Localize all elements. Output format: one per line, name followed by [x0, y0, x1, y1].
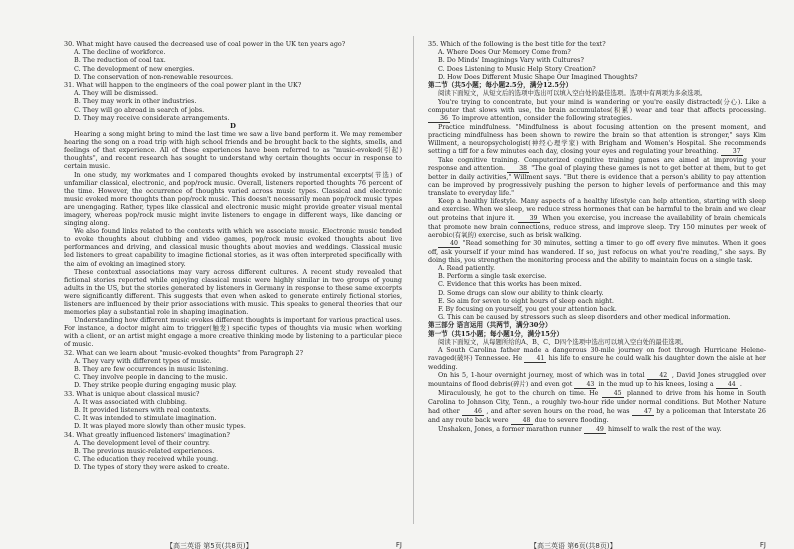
option-a[interactable]: A. Where Does Our Memory Come from? — [438, 48, 571, 57]
page-6 — [418, 0, 776, 549]
blank-46[interactable]: 46 — [462, 408, 484, 416]
option-d[interactable]: D. How Does Different Music Shape Our Imagined Thoughts? — [438, 72, 638, 81]
option-g[interactable]: G. This can be caused by stressors such as sleep disorders and other medical information. — [438, 313, 731, 322]
passage-letter: D — [230, 122, 236, 131]
page-number-label: 【高三英语 第6页(共8页)】 — [530, 542, 617, 549]
passage2-paragraph-5: 40 "Read something for 30 minutes, setting a timer to go off every five minutes. When it goes off, ask yourself if your mind has wandered. If so, just refocus on what you're reading," she says. By doing this, you strengthen the monitoring process and the ability to maintain focus on a single task. — [428, 238, 766, 264]
passage-paragraph-4: These contextual associations may vary across different cultures. A recent study revealed that fictional stories reported while enjoying classical music were highly similar in two groups of young adults in the US, but the stories generated by listeners in Germany in response to these same excerpts were significantly different. This suggests that even when asked to generate entirely fictional stories, listeners are influenced by their prior associations with music. This speaks to general theories that our memories play a substantial role in shaping imagination. — [64, 267, 402, 317]
blank-39[interactable]: 39 — [518, 215, 540, 223]
option-c[interactable]: C. The education they received while young. — [74, 455, 219, 464]
option-b[interactable]: B. It provided listeners with real contexts. — [74, 405, 211, 414]
question-31 — [64, 81, 402, 122]
option-d[interactable]: D. The types of story they were asked to create. — [74, 463, 230, 472]
cloze-passage — [428, 346, 766, 433]
cloze-paragraph-1: A South Carolina father made a dangerous 30-mile journey on foot through Hurricane Helene-ravaged(破坏) Tennessee. He 41 his life to ensure he could walk his daughter down the aisle at her wedding. — [428, 346, 766, 372]
paper-code: FJ — [759, 541, 766, 549]
section-2-heading: 第二节（共5小题；每小题2.5分，满分12.5分） — [428, 81, 573, 90]
option-a[interactable]: A. They vary with different types of music. — [74, 356, 212, 365]
option-d[interactable]: D. Some drugs can slow our ability to think clearly. — [438, 288, 604, 297]
question-stem: 31. What will happen to the engineers of the coal power plant in the UK? — [64, 81, 302, 90]
blank-42[interactable]: 42 — [647, 372, 669, 380]
question-32 — [64, 349, 402, 390]
passage-d — [64, 130, 402, 349]
passage2-paragraph-4: Keep a healthy lifestyle. Many aspects of a healthy lifestyle can help attention, starting with sleep and exercise. When we sleep, we reduce stress hormones that can be harmful to the brain and we clear out proteins that injure it. 39 When you exercise, you increase the availability of brain chemicals that promote new brain connections, reduce stress, and improve sleep. Try 150 minutes per week of aerobic(有氧的) exercise, such as brisk walking. — [428, 197, 766, 239]
passage-paragraph-3: We also found links related to the contexts with which we associate music. Electronic music tended to evoke thoughts about clubbing and video games, pop/rock music evoked thoughts about live performances and driving, and classical music thoughts about movies and weddings. Classical music led listeners to great capability to imagine fictional stories, as it was often interpreted specifically with the aim of evoking an imagined story. — [64, 227, 402, 268]
cloze-paragraph-4: Unshaken, Jones, a former marathon runner 49 himself to walk the rest of the way. — [438, 424, 722, 433]
part-3-instructions: 阅读下面短文，从每题所给的A、B、C、D四个选项中选出可以填入空白处的最佳选项。 — [438, 338, 688, 347]
blank-40[interactable]: 40 — [438, 240, 460, 248]
passage2-paragraph-2: Practice mindfulness. "Mindfulness is about focusing attention on the present moment, and practicing mindfulness has been shown to rewire the brain so that attention is stronger," says Kim Willment, a neuropsychologist(神经心理学家) with Brigham and Women's Hospital. She recommends setting a tiff for a few minutes each day, closing your eyes and regulating your breathing. 37 — [428, 122, 766, 155]
option-b[interactable]: B. The previous music-related experiences. — [74, 447, 215, 455]
option-c[interactable]: C. They involve people in dancing to the music. — [74, 373, 228, 382]
blank-44[interactable]: 44 — [716, 381, 738, 389]
option-a[interactable]: A. They will be dismissed. — [74, 89, 158, 98]
page-5 — [54, 0, 412, 549]
blank-36[interactable]: 36 — [428, 115, 450, 123]
option-b[interactable]: B. Perform a single task exercise. — [438, 272, 547, 281]
option-a[interactable]: A. The decline of workforce. — [74, 48, 166, 57]
question-stem: 33. What is unique about classical music? — [64, 389, 200, 398]
passage-paragraph-1: Hearing a song might bring to mind the last time we saw a live band perform it. We may remember hearing the song on a road trip with high school friends and be brought back to the sights, smells, and feelings of that experience. All of these experiences have been referred to as "music-evoked(引起) thoughts", and recent research has sought to understand why certain thoughts occur in response to certain music. — [64, 130, 402, 171]
option-a[interactable]: A. The development level of their country. — [74, 438, 210, 447]
option-a[interactable]: A. It was associated with clubbing. — [74, 397, 187, 406]
cloze-paragraph-2: On his 5, 1-hour overnight journey, most of which was in total 42 , David Jones struggled over mountains of flood debris(碎片) and even got 43 in the mud up to his knees, losing a 44 . — [428, 371, 766, 389]
question-stem: 32. What can we learn about "music-evoked thoughts" from Paragraph 2? — [64, 348, 304, 357]
page-divider — [413, 36, 414, 524]
question-34 — [64, 431, 402, 472]
passage-attention — [428, 98, 766, 264]
option-d[interactable]: D. They may receive considerate arrangements. — [74, 113, 230, 122]
option-b[interactable]: B. The reduction of coal tax. — [74, 56, 166, 65]
blank-37[interactable]: 37 — [721, 148, 743, 156]
blank-45[interactable]: 45 — [602, 390, 624, 398]
seven-choose-five-options — [428, 264, 766, 321]
passage2-paragraph-3: Take cognitive training. Computerized cognitive training games are aimed at improving your response and attention. 38 "The goal of playing these games is not to get better at them, but to get better in daily activities," Willment says. "But there is evidence that a person's ability to pay attention can be improved by progressively pushing the person to higher levels of performance and this may translate to everyday life." — [428, 155, 766, 198]
passage-paragraph-2: In one study, my workmates and I compared thoughts evoked by instrumental excerpts(节选) of unfamiliar classical, electronic, and pop/rock music. Overall, listeners reported thoughts 76 percent of the time. However, the occurrence of thoughts varied across music types. Classical and electronic music evoked more thoughts than pop/rock music. This doesn't necessarily mean pop/rock music types are unengaging. Rather, types like classical and electronic music might provide greater visual mental imagery, whereas pop/rock music might invite listeners to engage in different ways, like dancing or singing along. — [64, 170, 402, 228]
blank-43[interactable]: 43 — [574, 381, 596, 389]
option-c[interactable]: C. They will go abroad in search of jobs. — [74, 105, 205, 114]
cloze-paragraph-3: Miraculously, he got to the church on time. He 45 planned to drive from his home in South Carolina to Johnson City, Tenn., a roughly two-hour ride under normal conditions. But Mother Nature had other 46 , and after seven hours on the road, he was 47 by a policeman that Interstate 26 and any route back were 48 due to severe flooding. — [428, 389, 766, 424]
option-b[interactable]: B. They may work in other industries. — [74, 97, 197, 106]
question-stem: 34. What greatly influenced listeners' imagination? — [64, 430, 230, 439]
option-d[interactable]: D. The conservation of non-renewable resources. — [74, 72, 234, 81]
question-30 — [64, 40, 402, 81]
option-d[interactable]: D. They strike people during engaging music play. — [74, 381, 237, 390]
blank-48[interactable]: 48 — [511, 417, 533, 425]
option-c[interactable]: C. Evidence that this works has been mixed. — [438, 280, 582, 289]
passage-paragraph-5: Understanding how different music evokes different thoughts is important for various practical uses. For instance, a doctor might aim to trigger(触发) specific types of thoughts via music when working with a client, or an artist might engage a more creative thinking mode by listening to a particular piece of music. — [64, 316, 402, 349]
question-33 — [64, 390, 402, 431]
blank-38[interactable]: 38 — [507, 165, 529, 173]
option-f[interactable]: F. By focusing on yourself, you get your attention back. — [438, 304, 617, 313]
option-c[interactable]: C. Does Listening to Music Help Story Creation? — [438, 64, 596, 73]
blank-41[interactable]: 41 — [524, 355, 546, 363]
option-a[interactable]: A. Read patiently. — [438, 263, 496, 272]
option-d[interactable]: D. It was played more slowly than other music types. — [74, 422, 246, 431]
question-stem: 30. What might have caused the decreased use of coal power in the UK ten years ago? — [64, 40, 346, 48]
question-stem: 35. Which of the following is the best title for the text? — [428, 40, 606, 48]
option-b[interactable]: B. Do Minds' Imaginings Vary with Cultures? — [438, 56, 584, 65]
option-c[interactable]: C. It was intended to stimulate imagination. — [74, 414, 217, 423]
paper-code: FJ — [395, 541, 402, 549]
option-b[interactable]: B. They are few occurrences in music listening. — [74, 364, 229, 373]
part-3-section-1-heading: 第一节（共15小题；每小题1分，满分15分） — [428, 329, 564, 338]
question-35 — [428, 40, 766, 81]
part-3-heading: 第三部分 语言运用（共两节，满分30分） — [428, 321, 552, 330]
page-number-label: 【高三英语 第5页(共8页)】 — [166, 542, 253, 549]
section-2-instructions: 阅读下面短文，从短文后的选项中选出可以填入空白处的最佳选项。选项中有两项为多余选项。 — [438, 89, 707, 98]
passage2-paragraph-1: You're trying to concentrate, but your mind is wandering or you're easily distracted(分心). Like a computer that slows with use, the brain accumulates(积累) wear and tear that affects processing. 36 To improve attention, consider the following strategies. — [428, 97, 766, 122]
blank-49[interactable]: 49 — [584, 426, 606, 434]
blank-47[interactable]: 47 — [632, 408, 654, 416]
option-e[interactable]: E. So aim for seven to eight hours of sleep each night. — [438, 296, 614, 305]
option-c[interactable]: C. The development of new energies. — [74, 64, 195, 73]
